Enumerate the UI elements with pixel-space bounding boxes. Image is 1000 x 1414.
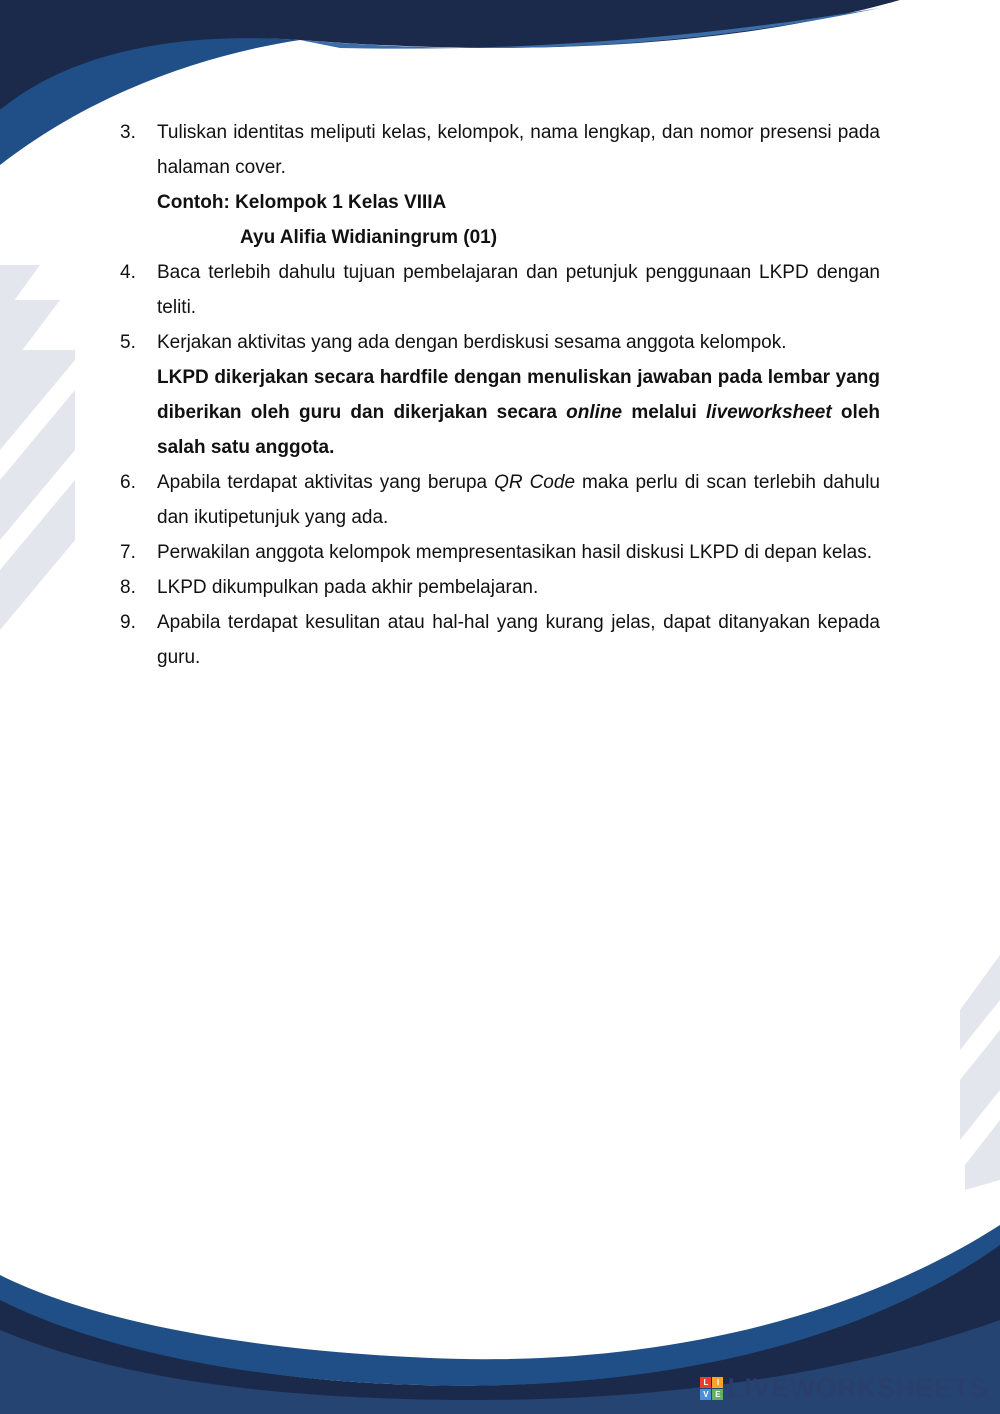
item-text-main: Kerjakan aktivitas yang ada dengan berdiskusi sesama anggota kelompok.: [157, 332, 787, 353]
logo-letter-i: I: [712, 1377, 723, 1388]
list-item: [120, 325, 880, 465]
example-line-1: Contoh: Kelompok 1 Kelas VIIIA: [157, 192, 447, 213]
item-text: Perwakilan anggota kelompok mempresentasikan hasil diskusi LKPD di depan kelas.: [157, 542, 872, 563]
item-text-after: maka perlu di scan terlebih dahulu dan ikutipetunjuk yang ada.: [157, 472, 880, 528]
item-text: LKPD dikumpulkan pada akhir pembelajaran.: [157, 577, 539, 598]
instructions-list: [120, 115, 880, 675]
note-italic-liveworksheet: liveworksheet: [706, 402, 832, 423]
bold-note: [157, 360, 880, 465]
item-number: 7.: [120, 542, 136, 563]
note-italic-online: online: [566, 402, 623, 423]
liveworksheets-logo-text: LIVEWORKSHEETS: [727, 1373, 988, 1403]
list-item: [120, 255, 880, 325]
list-item: [120, 535, 880, 570]
list-item: [120, 115, 880, 255]
note-part-2: melalui: [622, 402, 707, 423]
example-line-2: Ayu Alifia Widianingrum (01): [240, 227, 498, 248]
item-number: 9.: [120, 612, 136, 633]
note-part-1: LKPD dikerjakan secara hardfile dengan menuliskan jawaban pada lembar yang diberikan oleh guru dan dikerjakan secara: [157, 367, 880, 423]
left-stripes: [0, 265, 75, 630]
item-text: Baca terlebih dahulu tujuan pembelajaran dan petunjuk penggunaan LKPD dengan teliti.: [157, 262, 880, 318]
logo-letter-v: V: [700, 1389, 711, 1400]
list-item: [120, 570, 880, 605]
logo-letter-l: L: [700, 1377, 711, 1388]
list-item: [120, 605, 880, 675]
item-number: 3.: [120, 122, 136, 143]
note-part-3: oleh salah satu anggota.: [157, 402, 880, 458]
liveworksheets-logo-icon: [700, 1377, 723, 1400]
item-text: [157, 465, 880, 535]
item-number: 6.: [120, 472, 136, 493]
logo-letter-e: E: [712, 1389, 723, 1400]
item-text-main: Tuliskan identitas meliputi kelas, kelompok, nama lengkap, dan nomor presensi pada halaman cover.: [157, 122, 880, 178]
list-item: [120, 465, 880, 535]
item-text-italic: QR Code: [494, 472, 576, 493]
right-stripes: [960, 955, 1000, 1190]
item-text-before: Apabila terdapat aktivitas yang berupa: [157, 472, 495, 493]
item-text: [157, 325, 880, 465]
liveworksheets-watermark[interactable]: [700, 1373, 988, 1404]
item-text: [157, 115, 880, 255]
item-text: Apabila terdapat kesulitan atau hal-hal yang kurang jelas, dapat ditanyakan kepada guru.: [157, 612, 880, 668]
item-number: 8.: [120, 577, 136, 598]
item-number: 5.: [120, 332, 136, 353]
item-number: 4.: [120, 262, 136, 283]
